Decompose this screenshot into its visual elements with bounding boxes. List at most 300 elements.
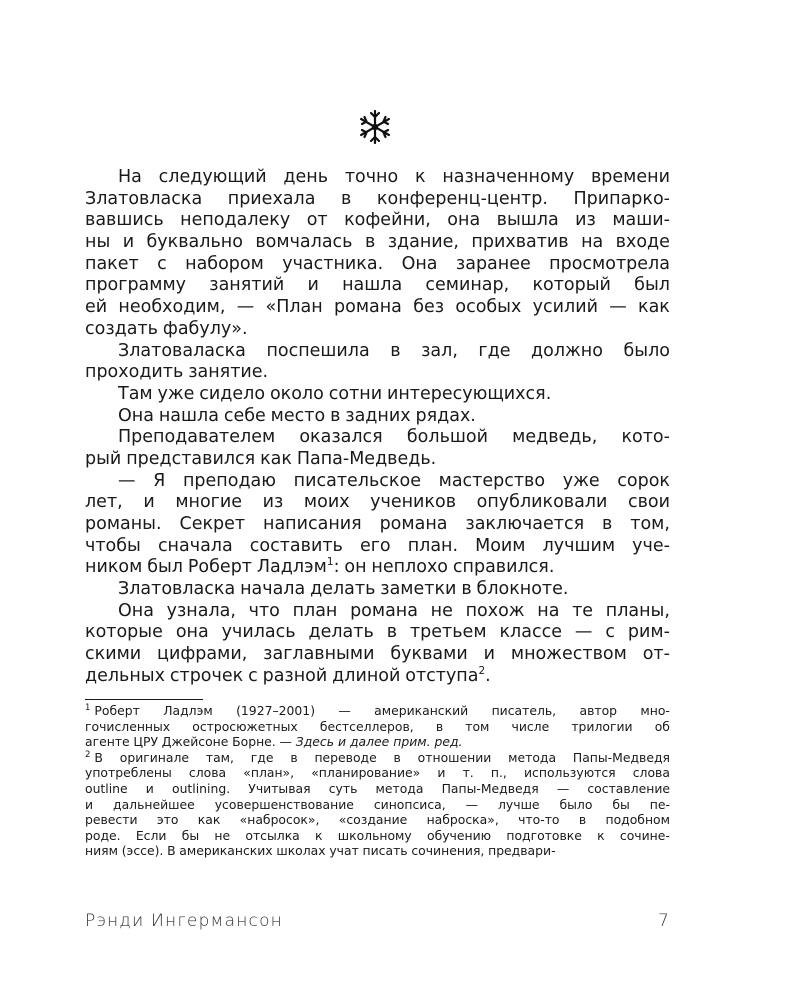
word: — — [574, 622, 593, 643]
word: здание, — [387, 232, 459, 253]
word: многие — [175, 492, 242, 513]
word: пакет — [85, 253, 139, 274]
word: было — [623, 340, 670, 361]
footnote — [85, 750, 670, 859]
word: который — [532, 275, 611, 296]
word: поспешила — [266, 340, 370, 361]
word: Она — [401, 253, 438, 274]
snowflake-icon — [356, 108, 394, 146]
word: метода — [508, 749, 557, 765]
word: Борне. — [232, 734, 276, 750]
word: занятий — [209, 275, 285, 296]
word: Роберт — [187, 557, 252, 578]
word: как — [638, 297, 670, 318]
word: его — [359, 535, 391, 556]
word: медведь, — [512, 427, 598, 448]
word: узнала, — [166, 600, 236, 621]
word: он — [344, 557, 367, 578]
word: школах — [276, 843, 326, 859]
footnote-ref: 2 — [478, 664, 486, 677]
word: план — [292, 600, 338, 621]
word: оказался — [299, 427, 383, 448]
word: в — [290, 749, 298, 765]
word: из — [262, 492, 284, 513]
footnote — [85, 703, 670, 750]
word: американский — [374, 703, 469, 718]
text-line — [85, 601, 670, 623]
word: на — [581, 232, 604, 253]
word: outlining. — [172, 780, 231, 796]
word: план. — [407, 535, 459, 556]
word: писатель, — [491, 703, 557, 718]
word: делать — [308, 622, 374, 643]
word: и — [145, 780, 154, 796]
word: написания — [263, 514, 362, 534]
word: Папы-Медведя — [441, 780, 539, 796]
word: в — [386, 622, 398, 643]
word: «План — [265, 297, 323, 318]
word: Там — [118, 383, 153, 404]
word: в — [364, 232, 376, 253]
word: В — [167, 843, 176, 859]
text-line — [85, 406, 670, 428]
word: отступа$^2$. — [405, 664, 491, 686]
word: Припарко- — [573, 188, 670, 209]
word: Она — [118, 405, 154, 426]
word: где — [250, 749, 274, 765]
word: «создание — [338, 812, 408, 828]
word: занятие. — [188, 362, 269, 383]
word: романа — [350, 600, 418, 621]
paragraph — [85, 341, 670, 384]
word: в — [393, 749, 401, 765]
word: кофейни, — [344, 210, 431, 231]
word: заранее — [455, 253, 531, 274]
word: третьем — [409, 622, 487, 643]
word: день — [283, 167, 329, 187]
text-line — [85, 471, 670, 493]
word: точно — [344, 167, 399, 187]
text-line — [85, 189, 670, 211]
word: Ладлэм — [163, 703, 213, 718]
word: классе — [499, 622, 562, 643]
word: суть — [328, 780, 358, 796]
word: участника. — [282, 253, 384, 274]
word: маши- — [612, 210, 670, 231]
word: роде. — [85, 827, 121, 843]
word: в — [390, 340, 401, 361]
footnote-number: 1 — [85, 702, 91, 713]
word: задних — [345, 405, 411, 426]
word: сочинения, — [411, 843, 485, 859]
word: и — [122, 232, 135, 253]
word: составить — [249, 535, 343, 556]
word: оригинале — [119, 749, 190, 765]
footnote-number-wrap — [85, 750, 103, 766]
word: буквами — [390, 644, 468, 665]
word: она — [175, 622, 209, 643]
text-line — [85, 319, 670, 341]
footnote-line — [85, 719, 670, 735]
word: ЦРУ — [133, 734, 159, 750]
word: Секрет — [179, 514, 246, 534]
word: программу — [85, 275, 187, 296]
word: было — [559, 796, 593, 812]
word: обучению — [427, 827, 492, 843]
editor-note: — Здесь и далее прим. ред. — [279, 734, 463, 750]
word: агенте — [85, 734, 130, 750]
text-line — [85, 210, 670, 232]
word: рим- — [627, 622, 670, 643]
footnotes — [85, 703, 670, 859]
paragraph — [85, 384, 670, 406]
word: «планирование» — [311, 765, 421, 781]
word: Ладлэм$^1$: — [256, 556, 340, 578]
text-line — [85, 362, 670, 384]
word: назначенному — [442, 167, 575, 187]
word: вомчалась — [255, 232, 353, 253]
word: как — [260, 448, 292, 469]
footnote-ref: 1 — [326, 556, 334, 569]
word: зал, — [421, 340, 458, 361]
word: писать — [362, 843, 408, 859]
word: романа — [379, 514, 448, 534]
word: начала — [240, 579, 306, 600]
word: гочисленных — [85, 718, 171, 734]
page-number: 7 — [657, 911, 670, 931]
word: употреблены — [85, 765, 172, 781]
word: учеников — [370, 492, 457, 513]
word: себе — [223, 405, 266, 426]
footnote-line — [85, 781, 670, 797]
word: похож — [465, 600, 525, 621]
word: Роберт — [94, 703, 140, 718]
text-line — [85, 666, 670, 688]
word: моих — [303, 492, 350, 513]
word: и — [143, 492, 155, 513]
word: что-то — [518, 812, 560, 828]
word: около — [269, 383, 324, 404]
word: строчек — [169, 665, 244, 686]
word: уже — [157, 383, 195, 404]
word: «план», — [243, 765, 295, 781]
word: что — [248, 600, 280, 621]
word: Я — [153, 470, 166, 491]
footnote-line — [85, 828, 670, 844]
word: сочине- — [619, 827, 670, 843]
word: необходим, — [118, 297, 226, 318]
word: набором — [185, 253, 264, 274]
word: — — [465, 796, 479, 812]
word: не — [430, 600, 453, 621]
word: используются — [524, 765, 616, 781]
text-line — [85, 427, 670, 449]
word: сидело — [199, 383, 266, 404]
word: сначала — [157, 535, 233, 556]
word: проходить — [85, 362, 184, 383]
word: блокноте. — [476, 579, 569, 600]
word: об — [654, 718, 670, 734]
word: том, — [630, 514, 670, 534]
word: наброска», — [426, 812, 499, 828]
word: с — [248, 665, 258, 686]
word: опубликовали — [476, 492, 608, 513]
word: в — [461, 579, 472, 600]
word: нашла — [342, 275, 403, 296]
word: лучшим — [542, 535, 616, 556]
word: разной — [262, 665, 328, 686]
word: к — [414, 167, 426, 187]
footnote-line — [85, 750, 670, 766]
word: ником — [85, 557, 143, 578]
text-line — [85, 341, 670, 363]
word: уче- — [632, 535, 670, 556]
word: не — [214, 827, 231, 843]
word: отсылка — [245, 827, 300, 843]
word: с — [157, 253, 167, 274]
paragraph — [85, 601, 670, 688]
word: от- — [642, 644, 670, 665]
text-line — [85, 275, 670, 297]
footnote-line — [85, 734, 670, 750]
word: в — [435, 718, 444, 734]
word: заметки — [380, 579, 457, 600]
word: заглавными — [263, 644, 375, 665]
word: делать — [310, 579, 376, 600]
word: отношении — [417, 749, 492, 765]
text-line — [85, 384, 670, 406]
word: там, — [205, 749, 234, 765]
word: чтобы — [85, 535, 141, 556]
word: в — [602, 514, 613, 534]
word: следующий — [158, 167, 267, 187]
word: она — [447, 210, 481, 231]
word: конференц-центр. — [376, 188, 548, 209]
word: заключается — [465, 514, 585, 534]
word: учат — [329, 843, 359, 859]
word: уже — [562, 470, 600, 491]
word: — — [236, 297, 255, 318]
text-line — [85, 449, 670, 471]
word: множеством — [510, 644, 627, 665]
word: «набросок», — [239, 812, 320, 828]
paragraph — [85, 427, 670, 470]
word: училась — [221, 622, 296, 643]
word: дальнейшее — [113, 796, 195, 812]
word: вышла — [496, 210, 559, 231]
word: — — [118, 470, 136, 491]
word: фабулу». — [162, 318, 248, 339]
text-line — [85, 167, 670, 189]
word: бы — [181, 827, 200, 843]
word: числе — [511, 718, 550, 734]
word: вавшись — [85, 210, 164, 231]
word: место — [270, 405, 326, 426]
word: метода — [375, 780, 424, 796]
word: дельных — [85, 665, 165, 686]
main-text — [85, 167, 670, 688]
word: нашла — [158, 405, 219, 426]
word: из — [575, 210, 596, 231]
word: — — [338, 703, 351, 718]
word: которые — [85, 622, 163, 643]
word: ниям — [85, 843, 118, 859]
word: где — [478, 340, 511, 361]
word: в — [578, 812, 587, 828]
word: На — [118, 167, 142, 187]
word: создать — [85, 318, 158, 339]
word: (эссе). — [121, 843, 164, 859]
word: преподаю — [182, 470, 277, 491]
text-line — [85, 557, 670, 579]
word: особых — [455, 297, 522, 318]
word: без — [413, 297, 445, 318]
word: входе — [615, 232, 670, 253]
word: т. — [462, 765, 474, 781]
footnote-line — [85, 765, 670, 781]
word: на — [537, 600, 560, 621]
word: бы — [612, 796, 630, 812]
word: (1927–2001) — [236, 703, 316, 718]
word: Златовласка — [118, 579, 236, 600]
word: трилогии — [571, 718, 633, 734]
word: свои — [627, 492, 670, 513]
word: как — [197, 812, 221, 828]
text-line — [85, 297, 670, 319]
word: усилий — [532, 297, 598, 318]
word: и — [483, 644, 495, 665]
word: большой — [406, 427, 488, 448]
word: неподалеку — [180, 210, 291, 231]
word: бестселлеров, — [319, 718, 414, 734]
word: составление — [587, 780, 670, 796]
text-line — [85, 536, 670, 558]
footnote-number: 2 — [85, 749, 91, 760]
footnote-divider — [85, 699, 203, 700]
word: Моим — [475, 535, 526, 556]
word: справился. — [452, 557, 555, 578]
word: — — [609, 297, 627, 318]
word: синопсиса, — [373, 796, 446, 812]
text-line — [85, 622, 670, 644]
word: Папы-Медведя — [572, 749, 670, 765]
word: представился — [126, 448, 256, 469]
word: Учитывая — [248, 780, 311, 796]
word: семинар, — [425, 275, 510, 296]
word: в — [330, 405, 341, 426]
word: писательское — [293, 470, 421, 491]
word: и — [85, 796, 94, 812]
text-line — [85, 644, 670, 666]
paragraph — [85, 406, 670, 428]
word: — — [556, 780, 570, 796]
word: американских — [179, 843, 273, 859]
word: слова — [632, 765, 670, 781]
footnote-line — [85, 843, 670, 859]
word: мно- — [640, 703, 670, 718]
word: те — [572, 600, 594, 621]
word: Она — [118, 600, 154, 621]
word: слова — [188, 765, 227, 781]
paragraph — [85, 167, 670, 341]
word: это — [156, 812, 179, 828]
word: подготовке — [506, 827, 582, 843]
word: к — [597, 827, 605, 843]
word: кото- — [621, 427, 670, 448]
word: В — [94, 749, 103, 765]
word: усовершенствование — [214, 796, 354, 812]
word: неплохо — [371, 557, 449, 578]
text-line — [85, 232, 670, 254]
word: скими — [85, 644, 142, 665]
word: остросюжетных — [192, 718, 298, 734]
footnote-line — [85, 812, 670, 828]
text-line — [85, 254, 670, 276]
word: прихватив — [471, 232, 569, 253]
word: буквально — [146, 232, 243, 253]
word: ей — [85, 297, 108, 318]
word: романы. — [85, 514, 162, 534]
word: outline — [85, 780, 128, 796]
word: от — [306, 210, 328, 231]
word: Златовласка — [85, 188, 203, 209]
footnote-line — [85, 797, 670, 813]
word: Папа-Медведь. — [296, 448, 437, 469]
word: школьному — [337, 827, 412, 843]
paragraph — [85, 471, 670, 579]
word: интересующихся. — [386, 383, 552, 404]
text-line — [85, 492, 670, 514]
word: ны — [85, 232, 111, 253]
word: предвари- — [488, 843, 556, 859]
word: планы, — [605, 600, 670, 621]
text-line — [85, 579, 670, 601]
word: подобном — [605, 812, 670, 828]
text-line — [85, 514, 670, 536]
word: просмотрела — [549, 253, 670, 274]
word: том — [465, 718, 490, 734]
word: рый — [85, 448, 122, 469]
word: п., — [490, 765, 507, 781]
word: времени — [590, 167, 670, 187]
word: Если — [135, 827, 167, 843]
footnote-number-wrap — [85, 703, 140, 719]
word: и — [307, 275, 319, 296]
word: переводе — [314, 749, 377, 765]
word: рядах. — [415, 405, 476, 426]
word: лучше — [498, 796, 540, 812]
paragraph — [85, 579, 670, 601]
word: приехала — [227, 188, 316, 209]
word: сорок — [617, 470, 670, 491]
word: в — [341, 188, 352, 209]
word: и — [437, 765, 446, 781]
word: ревести — [85, 812, 138, 828]
word: должно — [531, 340, 603, 361]
footer-author: Рэнди Ингерманcон — [85, 911, 283, 931]
word: лет, — [85, 492, 123, 513]
word: был — [634, 275, 670, 296]
word: цифрами, — [157, 644, 248, 665]
word: к — [315, 827, 323, 843]
word: был — [147, 557, 183, 578]
word: с — [605, 622, 615, 643]
word: романа — [334, 297, 402, 318]
word: пе- — [649, 796, 670, 812]
word: мастерство — [438, 470, 546, 491]
word: Златоваласка — [118, 340, 246, 361]
footnote-line — [85, 703, 670, 719]
